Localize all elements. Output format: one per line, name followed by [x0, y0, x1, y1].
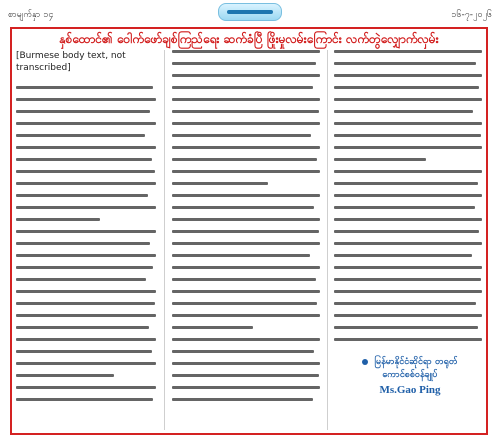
text-line [16, 266, 153, 269]
page-number: စာမျက်နှာ ၁၄ [8, 10, 54, 20]
page-header [8, 2, 492, 24]
text-line [334, 134, 481, 137]
text-line [334, 194, 482, 197]
text-line [172, 218, 320, 221]
text-line [334, 230, 479, 233]
text-line [334, 74, 482, 77]
text-line [16, 206, 156, 209]
text-line [172, 350, 314, 353]
text-line [172, 230, 319, 233]
column-divider-2 [327, 50, 328, 430]
column-divider-1 [164, 50, 165, 430]
text-line [334, 170, 482, 173]
text-line [16, 134, 145, 137]
text-line [172, 122, 320, 125]
text-line [334, 182, 478, 185]
text-line [172, 206, 314, 209]
text-line [172, 158, 317, 161]
byline-position: မြန်မာနိုင်ငံဆိုင်ရာ တရုတ် [374, 357, 458, 367]
article-column-1 [16, 50, 156, 408]
text-line [172, 182, 268, 185]
text-line [334, 266, 482, 269]
text-line [334, 98, 482, 101]
text-line [172, 362, 320, 365]
text-line [334, 338, 482, 341]
text-line [16, 314, 156, 317]
text-line [16, 146, 156, 149]
text-line [334, 146, 482, 149]
text-line [172, 242, 320, 245]
text-line [16, 362, 156, 365]
author-byline [340, 356, 480, 396]
text-line [172, 146, 320, 149]
text-line [16, 98, 156, 101]
text-line [172, 278, 316, 281]
text-line [334, 302, 476, 305]
text-line [16, 278, 146, 281]
text-line [334, 290, 482, 293]
text-line [334, 122, 482, 125]
text-line [334, 206, 475, 209]
text-line [172, 62, 316, 65]
text-line [172, 86, 313, 89]
text-line [16, 158, 152, 161]
text-line [172, 170, 320, 173]
text-line [334, 50, 482, 53]
text-line [16, 86, 153, 89]
text-line [172, 194, 320, 197]
text-line [334, 254, 472, 257]
text-line [172, 314, 320, 317]
text-line [172, 326, 253, 329]
issue-date: ၁၆-၇-၂၀၂၆ [451, 10, 492, 20]
text-line [16, 218, 100, 221]
text-line [172, 338, 320, 341]
article-column-2 [172, 50, 320, 408]
text-line [334, 278, 481, 281]
text-line [334, 314, 482, 317]
text-line [172, 50, 320, 53]
text-line [16, 374, 114, 377]
text-line [172, 266, 320, 269]
text-line [172, 374, 319, 377]
text-line [16, 350, 152, 353]
text-line [334, 158, 426, 161]
text-line [16, 122, 156, 125]
article-column-3 [334, 50, 482, 348]
article-body-text: [Burmese body text, not transcribed] [16, 51, 126, 73]
text-line [16, 386, 156, 389]
masthead-logo [218, 3, 282, 21]
text-line [16, 230, 156, 233]
text-line [16, 170, 155, 173]
text-line [16, 398, 153, 401]
text-line [16, 326, 149, 329]
masthead-ribbon [227, 10, 273, 14]
text-line [172, 110, 319, 113]
text-line [334, 218, 482, 221]
text-line [16, 290, 156, 293]
text-line [172, 98, 320, 101]
text-line [334, 62, 476, 65]
author-name: Ms.Gao Ping [379, 384, 441, 396]
text-line [16, 254, 156, 257]
text-line [172, 290, 320, 293]
text-line [172, 254, 310, 257]
text-line [172, 386, 320, 389]
text-line [172, 398, 313, 401]
text-line [334, 242, 482, 245]
text-line [334, 110, 473, 113]
text-line [172, 302, 317, 305]
text-line [16, 338, 156, 341]
text-line [172, 134, 311, 137]
text-line [16, 242, 150, 245]
text-line [16, 182, 156, 185]
text-line [16, 302, 155, 305]
person-dot-icon [362, 359, 368, 365]
article-title: နှစ်ထောင်၏ ဝေါက်ဖော်ချစ်ကြည်ရေး ဆက်ခံပြီ ဖြိုးမှုလမ်းကြောင်း လက်တွဲလျှောက်လှမ်း [59, 32, 439, 46]
text-line [172, 74, 320, 77]
text-line [16, 110, 150, 113]
text-line [334, 86, 479, 89]
byline-title: ကောင်စစ်ဝန်ချုပ် [382, 370, 438, 380]
text-line [334, 326, 478, 329]
text-line [16, 194, 148, 197]
